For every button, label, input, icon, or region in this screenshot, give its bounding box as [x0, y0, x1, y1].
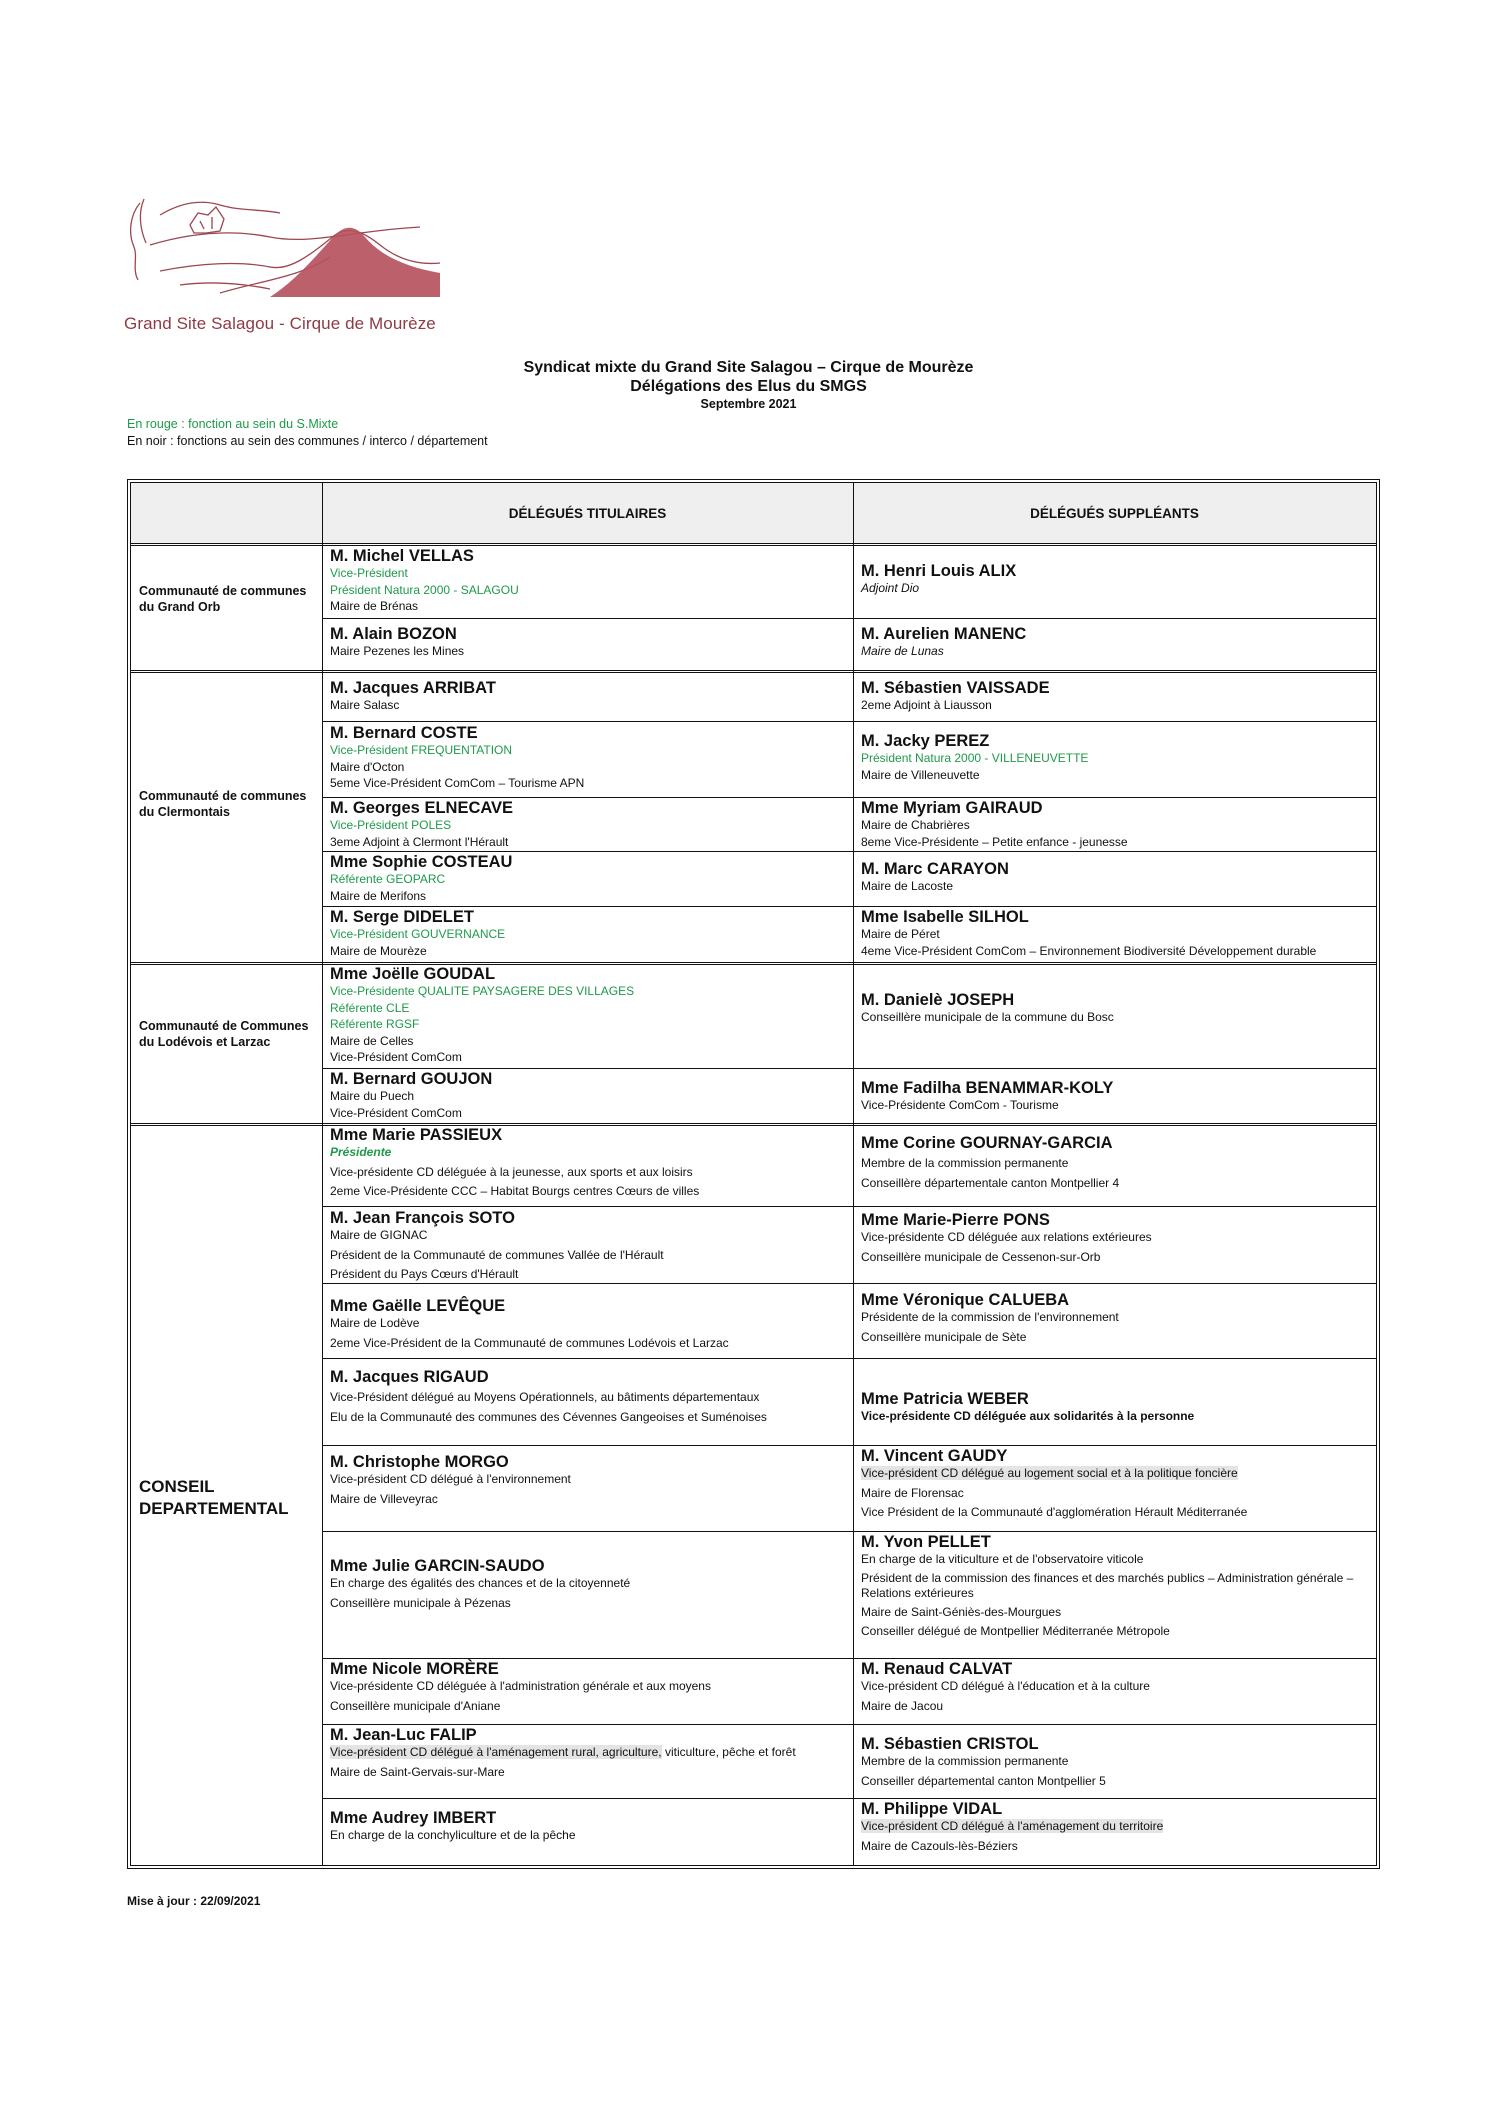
- header-suppleants: DÉLÉGUÉS SUPPLÉANTS: [853, 483, 1376, 543]
- delegate-role: En charge de la conchyliculture et de la pêche: [330, 1828, 576, 1842]
- delegate-role: 8eme Vice-Présidente – Petite enfance - jeunesse: [861, 834, 1128, 849]
- delegate-role: Vice-Président GOUVERNANCE: [330, 927, 506, 941]
- delegate-role: Vice-président CD délégué au logement social et à la politique foncière: [861, 1466, 1238, 1480]
- delegate-name: Mme Véronique CALUEBA: [861, 1291, 1070, 1309]
- delegate-role: Conseiller délégué de Montpellier Méditerranée Métropole: [861, 1624, 1170, 1638]
- header-titulaires: DÉLÉGUÉS TITULAIRES: [322, 483, 853, 543]
- delegate-name: Mme Patricia WEBER: [861, 1390, 1029, 1408]
- row-divider: [322, 906, 1376, 907]
- titulaire-cell: [330, 1209, 664, 1283]
- titulaire-cell: [330, 1809, 576, 1844]
- title-line-2: Délégations des Elus du SMGS: [630, 378, 867, 395]
- delegate-role: Maire de Saint-Géniès-des-Mourgues: [861, 1604, 1062, 1619]
- delegate-name: Mme Julie GARCIN-SAUDO: [330, 1557, 545, 1575]
- logo-caption: Grand Site Salagou - Cirque de Mourèze: [124, 314, 436, 333]
- update-date: Mise à jour : 22/09/2021: [127, 1894, 261, 1908]
- titulaire-cell: [330, 724, 584, 792]
- delegate-name: Mme Nicole MORÈRE: [330, 1660, 499, 1678]
- delegate-role: Président de la commission des finances et des marchés publics – Administration générale – Relations extérieures: [861, 1570, 1354, 1600]
- titulaire-cell: [330, 1070, 492, 1121]
- delegate-role: Présidente: [330, 1145, 392, 1159]
- row-divider: [322, 1724, 1376, 1725]
- landscape-logo-icon: [120, 185, 450, 315]
- delegate-name: M. Renaud CALVAT: [861, 1660, 1013, 1678]
- delegate-role: Présidente de la commission de l'environnement: [861, 1310, 1119, 1324]
- delegate-name: M. Bernard GOUJON: [330, 1070, 493, 1088]
- delegate-role: Maire de Saint-Gervais-sur-Mare: [330, 1764, 505, 1779]
- row-divider: [322, 797, 1376, 798]
- row-divider: [322, 1358, 1376, 1359]
- title-line-1: Syndicat mixte du Grand Site Salagou – Cirque de Mourèze: [523, 359, 974, 376]
- delegate-name: M. Philippe VIDAL: [861, 1800, 1003, 1818]
- delegate-role: Maire de Florensac: [861, 1485, 964, 1500]
- titulaire-cell: [330, 1368, 767, 1425]
- delegate-name: Mme Myriam GAIRAUD: [861, 799, 1043, 817]
- row-divider: [131, 1123, 1376, 1126]
- color-legend: [127, 416, 488, 450]
- titulaire-cell: [330, 1557, 630, 1611]
- titulaire-cell: [330, 625, 464, 660]
- delegate-name: M. Marc CARAYON: [861, 860, 1009, 878]
- delegate-role: Maire de Celles: [330, 1033, 414, 1048]
- delegate-role: Vice-présidente CD déléguée à la jeunesse, aux sports et aux loisirs: [330, 1164, 693, 1179]
- delegate-role: Maire de Villeneuvette: [861, 767, 980, 782]
- delegate-role: viticulture, pêche et forêt: [664, 1745, 796, 1759]
- delegate-role: Vice-Président FREQUENTATION: [330, 743, 513, 757]
- delegate-role: Maire Pezenes les Mines: [330, 644, 465, 658]
- suppleant-cell: [861, 1447, 1247, 1521]
- delegate-role: Maire Salasc: [330, 698, 400, 712]
- delegate-role: Maire de Cazouls-lès-Béziers: [861, 1838, 1018, 1853]
- delegate-role: Président du Pays Cœurs d'Hérault: [330, 1267, 519, 1281]
- delegate-role: Adjoint Dio: [861, 581, 920, 595]
- titulaire-cell: [330, 679, 496, 714]
- delegate-role: 2eme Vice-Présidente CCC – Habitat Bourgs centres Cœurs de villes: [330, 1184, 700, 1198]
- row-divider: [322, 1798, 1376, 1799]
- suppleant-cell: [861, 1533, 1366, 1640]
- row-divider: [131, 670, 1376, 673]
- delegate-name: M. Danielè JOSEPH: [861, 991, 1015, 1009]
- title-date: Septembre 2021: [700, 397, 797, 411]
- delegate-role: 3eme Adjoint à Clermont l'Hérault: [330, 834, 509, 849]
- suppleant-cell: [861, 625, 1026, 660]
- delegate-name: M. Jacques RIGAUD: [330, 1368, 489, 1386]
- delegate-role: Vice-présidente CD déléguée aux solidarités à la personne: [861, 1409, 1195, 1423]
- delegate-role: Membre de la commission permanente: [861, 1754, 1069, 1768]
- delegate-role: Maire de Villeveyrac: [330, 1491, 438, 1506]
- row-divider: [322, 1206, 1376, 1207]
- suppleant-cell: [861, 1390, 1194, 1425]
- delegate-name: M. Henri Louis ALIX: [861, 562, 1017, 580]
- titulaire-cell: [330, 1126, 699, 1200]
- delegate-role: Maire du Puech: [330, 1089, 415, 1103]
- legend-black: En noir : fonctions au sein des communes / interco / département: [127, 434, 488, 448]
- delegate-name: Mme Marie PASSIEUX: [330, 1126, 503, 1144]
- suppleant-cell: [861, 799, 1128, 850]
- titulaire-cell: [330, 1660, 711, 1714]
- delegate-role: En charge des égalités des chances et de la citoyenneté: [330, 1576, 631, 1590]
- delegate-role: 5eme Vice-Président ComCom – Tourisme APN: [330, 776, 585, 790]
- suppleant-cell: [861, 1211, 1152, 1265]
- delegate-role: Vice-présidente CD déléguée à l'administration générale et aux moyens: [330, 1679, 711, 1693]
- delegate-name: Mme Fadilha BENAMMAR-KOLY: [861, 1079, 1114, 1097]
- delegate-name: M. Christophe MORGO: [330, 1453, 509, 1471]
- delegate-role: Vice-Présidente ComCom - Tourisme: [861, 1098, 1059, 1112]
- delegate-role: Vice-Président délégué au Moyens Opérationnels, au bâtiments départementaux: [330, 1390, 760, 1404]
- delegate-name: M. Jean François SOTO: [330, 1209, 515, 1227]
- suppleant-cell: [861, 562, 1016, 597]
- delegate-role: Vice-Président POLES: [330, 818, 452, 832]
- delegate-name: M. Vincent GAUDY: [861, 1447, 1008, 1465]
- row-divider: [322, 1531, 1376, 1532]
- suppleant-cell: [861, 679, 1050, 714]
- row-divider: [131, 543, 1376, 546]
- delegate-role: Conseillère municipale à Pézenas: [330, 1595, 511, 1610]
- suppleant-cell: [861, 908, 1316, 959]
- row-divider: [322, 1068, 1376, 1069]
- titulaire-cell: [330, 908, 505, 959]
- suppleant-cell: [861, 1079, 1113, 1114]
- delegations-table: [127, 479, 1380, 1869]
- header-blank-cell: [131, 483, 322, 543]
- delegate-name: M. Jacques ARRIBAT: [330, 679, 496, 697]
- delegate-role: Vice-président CD délégué à l'aménagement rural, agriculture,: [330, 1745, 662, 1759]
- titulaire-cell: [330, 965, 634, 1066]
- delegate-role: Maire de Péret: [861, 927, 940, 941]
- row-divider: [322, 618, 1376, 619]
- suppleant-cell: [861, 860, 1009, 895]
- delegate-role: Vice-Président: [330, 566, 408, 580]
- delegate-name: Mme Joëlle GOUDAL: [330, 965, 496, 983]
- delegate-role: Membre de la commission permanente: [861, 1156, 1069, 1170]
- row-divider: [131, 962, 1376, 965]
- suppleant-cell: [861, 732, 1088, 783]
- delegate-role: Vice-Présidente QUALITE PAYSAGERE DES VILLAGES: [330, 984, 635, 998]
- delegate-name: M. Aurelien MANENC: [861, 625, 1027, 643]
- delegate-name: Mme Corine GOURNAY-GARCIA: [861, 1134, 1113, 1152]
- delegate-role: Maire de Lodève: [330, 1316, 420, 1330]
- delegate-role: Maire de Lacoste: [861, 879, 954, 893]
- delegate-role: Vice-président CD délégué à l'environnement: [330, 1472, 571, 1486]
- delegate-role: 2eme Vice-Président de la Communauté de communes Lodévois et Larzac: [330, 1335, 729, 1350]
- delegate-role: Vice-président CD délégué à l'aménagement du territoire: [861, 1819, 1164, 1833]
- delegate-name: Mme Isabelle SILHOL: [861, 908, 1029, 926]
- delegate-role: Elu de la Communauté des communes des Cévennes Gangeoises et Suménoises: [330, 1409, 767, 1424]
- delegate-role: Référente GEOPARC: [330, 872, 446, 886]
- delegate-role: 2eme Adjoint à Liausson: [861, 698, 992, 712]
- suppleant-cell: [861, 1134, 1119, 1191]
- delegate-role: Conseillère municipale de Sète: [861, 1329, 1027, 1344]
- delegate-role: Président Natura 2000 - SALAGOU: [330, 582, 519, 597]
- suppleant-cell: [861, 1291, 1119, 1345]
- delegate-role: Vice-Président ComCom: [330, 1105, 462, 1120]
- delegate-role: Président Natura 2000 - VILLENEUVETTE: [861, 751, 1089, 765]
- group-lodevois: Communauté de Communes du Lodévois et Larzac: [139, 1019, 309, 1049]
- delegate-role: Vice-Président ComCom: [330, 1050, 462, 1064]
- titulaire-cell: [330, 799, 513, 850]
- row-divider: [322, 851, 1376, 852]
- delegate-name: M. Sébastien VAISSADE: [861, 679, 1050, 697]
- delegate-name: M. Jean-Luc FALIP: [330, 1726, 477, 1744]
- delegate-name: M. Sébastien CRISTOL: [861, 1735, 1039, 1753]
- suppleant-cell: [861, 1660, 1150, 1714]
- titulaire-cell: [330, 1297, 729, 1351]
- titulaire-cell: [330, 1726, 796, 1780]
- delegate-role: Vice-président CD délégué à l'éducation et à la culture: [861, 1679, 1150, 1693]
- row-divider: [322, 1445, 1376, 1446]
- delegate-role: Maire de Jacou: [861, 1698, 944, 1713]
- delegate-role: Conseillère départementale canton Montpellier 4: [861, 1175, 1120, 1190]
- titulaire-cell: [330, 547, 519, 615]
- delegate-role: Vice Président de la Communauté d'agglomération Hérault Méditerranée: [861, 1505, 1248, 1519]
- delegate-role: Conseiller départemental canton Montpellier 5: [861, 1773, 1106, 1788]
- group-grand-orb: Communauté de communes du Grand Orb: [139, 584, 307, 614]
- delegate-role: Référente RGSF: [330, 1017, 420, 1031]
- delegate-role: Conseillère municipale de Cessenon-sur-Orb: [861, 1249, 1101, 1264]
- delegate-name: M. Georges ELNECAVE: [330, 799, 514, 817]
- document-title: [0, 358, 1497, 412]
- delegate-role: Maire de Merifons: [330, 888, 427, 903]
- delegate-name: M. Michel VELLAS: [330, 547, 474, 565]
- delegate-role: Maire de Lunas: [861, 644, 944, 658]
- delegate-role: Maire d'Octon: [330, 759, 405, 774]
- delegate-name: Mme Gaëlle LEVÊQUE: [330, 1297, 506, 1315]
- delegate-role: Conseillère municipale de la commune du Bosc: [861, 1010, 1114, 1024]
- legend-red: En rouge : fonction au sein du S.Mixte: [127, 417, 339, 431]
- delegate-name: M. Yvon PELLET: [861, 1533, 991, 1551]
- delegate-name: M. Alain BOZON: [330, 625, 457, 643]
- delegate-role: Maire de Brénas: [330, 599, 419, 613]
- delegate-role: Maire de Chabrières: [861, 818, 970, 832]
- row-divider: [322, 1658, 1376, 1659]
- suppleant-cell: [861, 991, 1114, 1026]
- suppleant-cell: [861, 1735, 1106, 1789]
- group-conseil-departemental: CONSEIL DEPARTEMENTAL: [139, 1477, 289, 1518]
- delegate-role: Maire de GIGNAC: [330, 1228, 428, 1242]
- titulaire-cell: [330, 1453, 571, 1507]
- delegate-role: Référente CLE: [330, 1000, 410, 1015]
- delegate-role: Président de la Communauté de communes Vallée de l'Hérault: [330, 1247, 664, 1262]
- delegate-name: Mme Marie-Pierre PONS: [861, 1211, 1050, 1229]
- delegate-role: Maire de Mourèze: [330, 943, 427, 958]
- delegate-name: M. Jacky PEREZ: [861, 732, 990, 750]
- row-divider: [322, 1283, 1376, 1284]
- group-clermontais: Communauté de communes du Clermontais: [139, 789, 307, 819]
- delegate-name: Mme Sophie COSTEAU: [330, 853, 513, 871]
- delegate-role: Conseillère municipale d'Aniane: [330, 1698, 501, 1713]
- delegate-role: 4eme Vice-Président ComCom – Environnement Biodiversité Développement durable: [861, 943, 1317, 958]
- delegate-role: Vice-présidente CD déléguée aux relations extérieures: [861, 1230, 1152, 1244]
- titulaire-cell: [330, 853, 512, 904]
- delegate-name: M. Serge DIDELET: [330, 908, 474, 926]
- suppleant-cell: [861, 1800, 1163, 1854]
- row-divider: [322, 721, 1376, 722]
- delegate-name: Mme Audrey IMBERT: [330, 1809, 497, 1827]
- delegate-role: En charge de la viticulture et de l'observatoire viticole: [861, 1552, 1144, 1566]
- delegate-name: M. Bernard COSTE: [330, 724, 478, 742]
- grand-site-logo: [120, 185, 450, 340]
